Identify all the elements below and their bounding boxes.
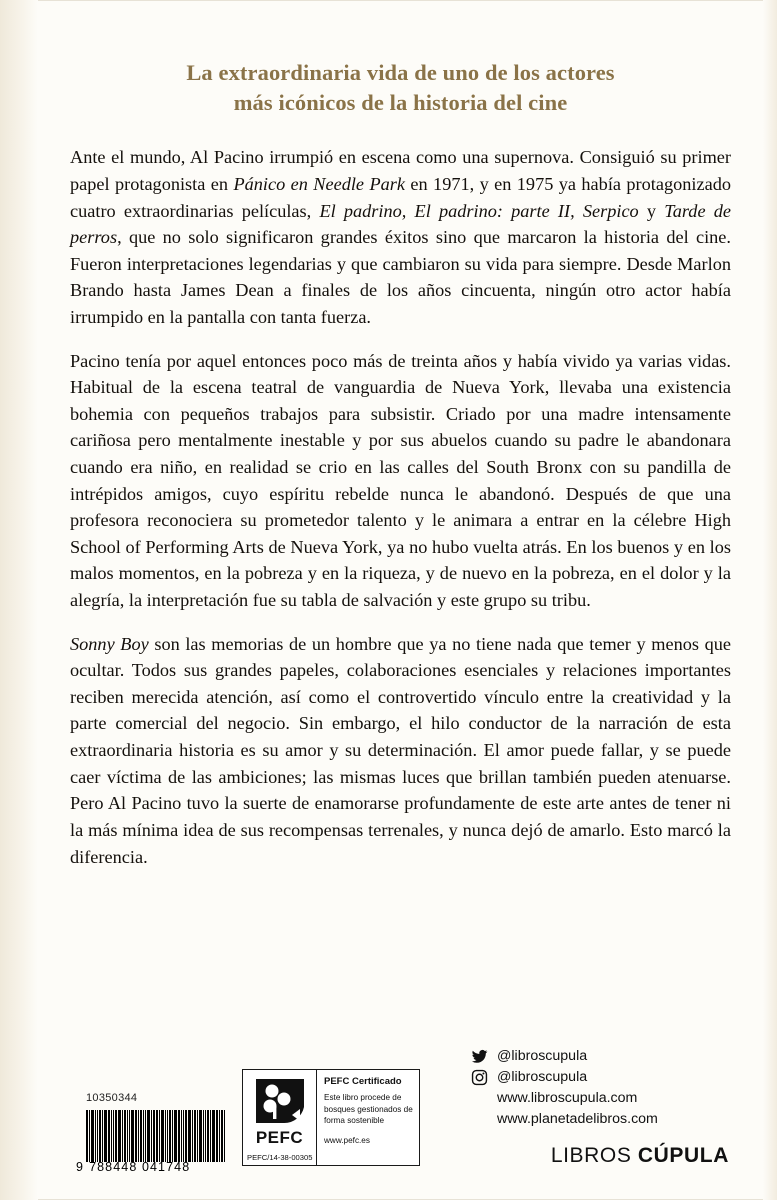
barcode-digits xyxy=(76,1160,254,1174)
paragraph-2: Pacino tenía por aquel entonces poco más de treinta años y había vivido ya varias vidas. Habitual de la escena teatral de vanguardia de Nueva York, llevaba una existencia bohemia con pequeños trabajos para subsistir. Criado por una madre intensamente cariñosa pero mentalmente inestable y por sus abuelos cuando su padre le abandonara cuando era niño, en realidad se crio en las calles del South Bronx con su pandilla de intrépidos amigos, cuyo espíritu rebelde nunca le abandonó. Después de que una profesora reconociera su prometedor talento y le animara a entrar en la célebre High School of Performing Arts de Nueva York, ya no hubo vuelta atrás. En los buenos y en los malos momentos, en la pobreza y en la riqueza, y de nuevo en la pobreza, en el dolor y la alegría, la interpretación fue su tabla de salvación y este grupo su tribu. xyxy=(70,350,731,611)
p1-seg-b: en 1971, y en 1975 ya había protagonizado cuatro extraordinarias películas, xyxy=(70,173,731,221)
page-title xyxy=(70,0,731,118)
pefc-wordmark: PEFC xyxy=(255,1128,304,1147)
p1-title-3: Tarde de perros xyxy=(70,200,731,248)
website-planetadelibros: www.planetadelibros.com xyxy=(497,1111,658,1128)
barcode-lead-digit: 9 xyxy=(76,1160,85,1174)
p3-seg-a: son las memorias de un hombre que ya no tiene nada que temer y menos que ocultar. Todos sus grandes papeles, colaboraciones esenciales y relaciones importantes reciben merecida atención, así como el controvertido vínculo entre la creatividad y la parte comercial del negocio. Sin embargo, el hilo conductor de la narración de esta extraordinaria historia es su amor y su determinación. El amor puede fallar, y se puede caer víctima de las ambiciones; las mismas luces que brillan también pueden atenuarse. Pero Al Pacino tuvo la suerte de enamorarse profundamente de este arte antes de tener ni la más mínima idea de sus recompensas terrenales, y nunca dejó de amarlo. Esto marcó la diferencia. xyxy=(70,633,731,867)
internal-code: 10350344 xyxy=(86,1092,138,1104)
social-row-instagram[interactable] xyxy=(470,1067,658,1088)
social-links xyxy=(470,1046,658,1130)
social-row-twitter[interactable] xyxy=(470,1046,658,1067)
pefc-code: PEFC/14-38-00305 xyxy=(247,1153,313,1162)
right-edge-shading xyxy=(763,0,777,1200)
pefc-title: PEFC Certificado xyxy=(324,1076,402,1087)
p3-title-1: Sonny Boy xyxy=(70,633,149,654)
isbn-block xyxy=(70,1092,265,1172)
headline-line-1: La extraordinaria vida de uno de los actores xyxy=(186,60,615,85)
p1-seg-c: y xyxy=(638,200,665,221)
publisher-name-first: LIBROS xyxy=(550,1144,638,1167)
barcode-bars xyxy=(86,1110,252,1162)
p1-seg-d: , que no solo significaron grandes éxitos sino que marcaron la historia del cine. Fueron interpretaciones legendarias y que cambiaron su vida para siempre. Desde Marlon Brando hasta James Dean a finales de los años cincuenta, ningún otro actor había irrumpido en la pantalla con tanta fuerza. xyxy=(70,227,731,327)
p1-seg-a: Ante el mundo, Al Pacino irrumpió en escena como una supernova. Consiguió su primer papel protagonista en xyxy=(70,147,731,194)
paragraph-3 xyxy=(70,631,731,870)
blurb-text xyxy=(70,144,731,870)
pefc-text-area xyxy=(317,1070,419,1165)
pefc-url: www.pefc.es xyxy=(324,1135,370,1145)
paragraph-1 xyxy=(70,144,731,330)
publisher-name-second: CÚPULA xyxy=(637,1144,729,1167)
social-row-website-libroscupula[interactable] xyxy=(470,1088,658,1109)
pefc-logo-area xyxy=(243,1070,317,1165)
twitter-handle: @libroscupula xyxy=(497,1048,588,1065)
cover-content xyxy=(70,0,731,1200)
pefc-description: Este libro procede de bosques gestionados de forma sostenible xyxy=(324,1093,413,1126)
publisher-logo xyxy=(551,1144,729,1168)
website-libroscupula: www.libroscupula.com xyxy=(497,1090,638,1107)
p1-title-1: Pánico en Needle Park xyxy=(233,173,405,194)
twitter-icon xyxy=(470,1047,489,1066)
p1-title-2: El padrino, El padrino: parte II, Serpico xyxy=(319,200,639,221)
pefc-tree-icon xyxy=(252,1075,308,1127)
instagram-handle: @libroscupula xyxy=(497,1069,588,1086)
instagram-icon xyxy=(470,1068,489,1087)
pefc-certification-box xyxy=(242,1069,420,1166)
spine-shading xyxy=(0,0,38,1200)
cover-footer xyxy=(70,1047,731,1172)
barcode xyxy=(76,1110,254,1172)
headline-line-2: más icónicos de la historia del cine xyxy=(233,90,568,116)
social-row-website-planeta[interactable] xyxy=(470,1109,658,1130)
barcode-number: 788448 041748 xyxy=(89,1160,191,1174)
